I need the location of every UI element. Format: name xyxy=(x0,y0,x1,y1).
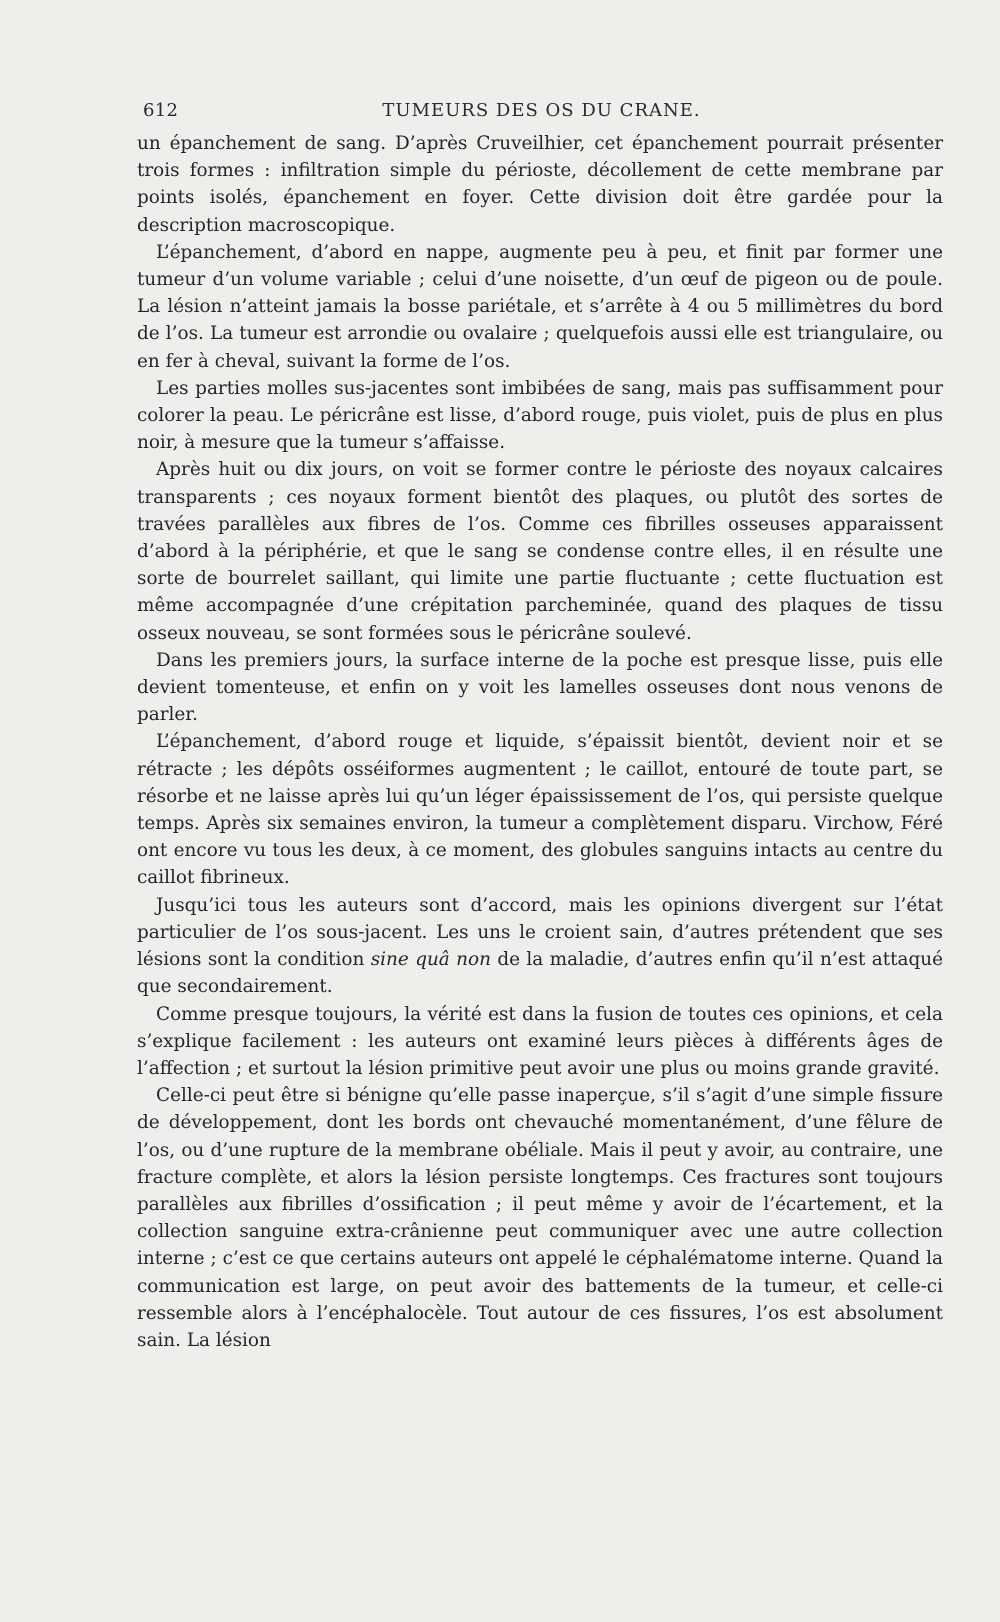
paragraph-5: Dans les premiers jours, la surface interne de la poche est presque lisse, puis elle devient tomenteuse, et enfin on y voit les lamelles osseuses dont nous venons de parler. xyxy=(137,649,943,726)
paragraph-7-after: de la maladie, d’autres enfin qu’il n’est attaqué que secondairement. xyxy=(137,949,943,998)
paragraph-8: Comme presque toujours, la vérité est dans la fusion de toutes ces opinions, et cela s’explique facilement : les auteurs ont examiné leurs pièces à différents âges de l’affection ; et surtout la lésion primitive peut avoir une plus ou moins grande gravité. xyxy=(137,1003,943,1079)
latin-phrase: sine quâ non xyxy=(370,949,491,971)
paragraph-2: L’épanchement, d’abord en nappe, augmente peu à peu, et finit par former une tumeur d’un volume variable ; celui d’une noisette, d’un œuf de pigeon ou de poule. La lésion n’atteint jamais la bosse pariétale, et s’arrête à 4 ou 5 millimètres du bord de l’os. La tumeur est arrondie ou ovalaire ; quelquefois aussi elle est triangulaire, ou en fer à cheval, suivant la forme de l’os. xyxy=(137,241,943,372)
paragraph-7-before: Jusqu’ici tous les auteurs sont d’accord, mais les opinions divergent sur l’état particulier de l’os sous-jacent. Les uns le croient sain, d’autres prétendent que ses lésions sont la condition xyxy=(137,894,943,971)
paragraph-1: un épanchement de sang. D’après Cruveilhier, cet épanchement pourrait présenter trois formes : infiltration simple du périoste, décollement de cette membrane par points isolés, épanchement en foyer. Cette division doit être gardée pour la description macroscopique. xyxy=(137,133,943,236)
page-header xyxy=(143,100,940,124)
running-title: TUMEURS DES OS DU CRANE. xyxy=(382,100,701,121)
paragraph-4: Après huit ou dix jours, on voit se former contre le périoste des noyaux calcaires transparents ; ces noyaux forment bientôt des plaques, ou plutôt des sortes de travées parallèles aux fibres de l’os. Comme ces fibrilles osseuses apparaissent d’abord à la périphérie, et que le sang se condense contre elles, il en résulte une sorte de bourrelet saillant, qui limite une partie fluctuante ; cette fluctuation est même accompagnée d’une crépitation parcheminée, quand des plaques de tissu osseux nouveau, se sont formées sous le péricrâne soulevé. xyxy=(137,459,943,644)
body-text xyxy=(137,130,943,1354)
paragraph-3: Les parties molles sus-jacentes sont imbibées de sang, mais pas suffisamment pour colorer la peau. Le péricrâne est lisse, d’abord rouge, puis violet, puis de plus en plus noir, à mesure que la tumeur s’affaisse. xyxy=(137,377,943,454)
page-number: 612 xyxy=(143,100,179,121)
paragraph-7 xyxy=(137,892,943,1001)
paragraph-9: Celle-ci peut être si bénigne qu’elle passe inaperçue, s’il s’agit d’une simple fissure de développement, dont les bords ont chevauché momentanément, d’une fêlure de l’os, ou d’une rupture de la membrane obéliale. Mais il peut y avoir, au contraire, une fracture complète, et alors la lésion persiste longtemps. Ces fractures sont toujours parallèles aux fibrilles d’ossification ; il peut même y avoir de l’écartement, et la collection sanguine extra-crânienne peut communiquer avec une autre collection interne ; c’est ce que certains auteurs ont appelé le céphalématome interne. Quand la communication est large, on peut avoir des battements de la tumeur, et celle-ci ressemble alors à l’encéphalocèle. Tout autour de ces fissures, l’os est absolument sain. La lésion xyxy=(137,1085,943,1351)
paragraph-6: L’épanchement, d’abord rouge et liquide, s’épaissit bientôt, devient noir et se rétracte ; les dépôts osséiformes augmentent ; le caillot, entouré de toute part, se résorbe et ne laisse après lui qu’un léger épaississement de l’os, qui persiste quelque temps. Après six semaines environ, la tumeur a complètement disparu. Virchow, Féré ont encore vu tous les deux, à ce moment, des globules sanguins intacts au centre du caillot fibrineux. xyxy=(137,731,943,889)
